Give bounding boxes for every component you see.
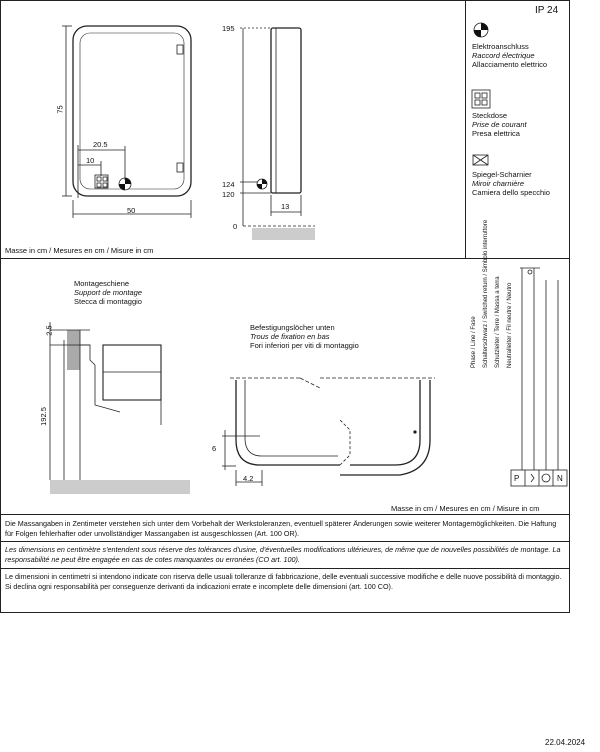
front-view-inner xyxy=(80,33,184,189)
dim-depth: 13 xyxy=(281,202,290,211)
dim-conn: 124 xyxy=(222,180,235,189)
rail-title-fr: Support de montage xyxy=(74,288,142,297)
dim-rail-height: 192.5 xyxy=(38,407,48,426)
dim-hole-w: 4.2 xyxy=(243,474,254,483)
date: 22.04.2024 xyxy=(545,738,586,747)
wall-hatch xyxy=(67,330,80,370)
terminal-p: P xyxy=(514,474,520,483)
legend-connection-label-de: Elektroanschluss xyxy=(472,42,529,51)
ip-rating: IP 24 xyxy=(535,5,559,16)
mounting-hole xyxy=(414,431,416,433)
holes-title-fr: Trous de fixation en bas xyxy=(250,332,330,341)
hinge-bottom xyxy=(177,163,183,172)
dim-rail-top: 2.5 xyxy=(44,325,54,336)
units-top: Masse in cm / Mesures en cm / Misure in cm xyxy=(5,246,154,255)
legend-hinge-label-it: Camiera dello specchio xyxy=(472,188,550,197)
legend-hinge-label-de: Spiegel-Scharnier xyxy=(472,170,532,179)
legend-socket-label-it: Presa elettrica xyxy=(472,129,520,138)
rail-title-it: Stecca di montaggio xyxy=(74,297,142,306)
dim-bottom: 120 xyxy=(222,190,235,199)
holes-title-de: Befestigungslöcher unten xyxy=(250,323,335,332)
legend-hinge-label-fr: Miroir charnière xyxy=(472,179,525,188)
legend-hinge-icon xyxy=(473,155,488,165)
legend-socket-icon xyxy=(472,90,490,108)
dim-socket-inner: 10 xyxy=(86,156,95,165)
dim-top: 195 xyxy=(222,24,235,33)
wire-label-switched: Schalterschwarz / Switched return / Simbolo interruttore xyxy=(483,219,489,368)
dim-width: 50 xyxy=(127,206,136,215)
dim-hole-h: 6 xyxy=(212,444,217,453)
floor-hatch xyxy=(252,228,315,240)
holes-title-it: Fori inferiori per viti di montaggio xyxy=(250,341,359,350)
dim-socket-x: 20.5 xyxy=(93,140,108,149)
wire-label-phase: Phase / Line / Fase xyxy=(471,316,477,368)
terminal-n: N xyxy=(557,474,563,483)
legend-connection-icon xyxy=(474,23,488,37)
socket-icon xyxy=(95,175,108,188)
dim-height: 75 xyxy=(55,105,65,114)
dim-floor: 0 xyxy=(233,222,238,231)
wire-label-earth: Schutzleiter / Terre / Massa a terra xyxy=(495,276,501,368)
rail-outline xyxy=(80,345,120,412)
units-bottom: Masse in cm / Mesures en cm / Misure in cm xyxy=(391,504,540,513)
side-connection-icon xyxy=(257,179,267,189)
wiring-diagram xyxy=(511,268,567,486)
front-view-outline xyxy=(73,26,191,196)
rail-title-de: Montageschiene xyxy=(74,279,130,288)
hinge-top xyxy=(177,45,183,54)
legend-connection-label-fr: Raccord électrique xyxy=(472,51,535,60)
note-fr: Les dimensions en centimètre s'entendent sous réserve des tolérances d'usine, d'éventuelles modifications ultérieures, de même que de nouvelles possibilités de montage. La responsabilité ne peut être engagée en cas de cotes manquantes ou erronées (CO art. 100). xyxy=(5,545,561,564)
note-de: Die Massangaben in Zentimeter verstehen sich unter dem Vorbehalt der Werkstoleranzen, eventuell späterer Änderungen sowie weiterer Montagemöglichkeiten. Die Haftung für Folgen fehlerhafter oder unvollständiger Massangaben ist ausgeschlossen (Art. 100 OR). xyxy=(5,519,557,538)
wire-label-neutral: Neutralleiter / Fil neutre / Neutro xyxy=(507,282,513,368)
legend-connection-label-it: Allacciamento elettrico xyxy=(472,60,548,69)
legend-socket-label-fr: Prise de courant xyxy=(472,120,527,129)
note-it: Le dimensioni in centimetri si intendono indicate con riserva delle usuali tolleranze di fabbricazione, delle eventuali successive modifiche e delle nuove possibilità di montaggio. Si declina ogni responsabilità per conseguenze derivanti da indicazioni errate e incomplete delle dimensioni (art. 100 CO). xyxy=(5,572,562,591)
rail-floor-hatch xyxy=(50,480,190,494)
legend-socket-label-de: Steckdose xyxy=(472,111,508,120)
side-view-outline xyxy=(271,28,301,193)
cabinet-side-rail xyxy=(103,345,161,400)
cabinet-bottom-outline xyxy=(236,380,340,465)
